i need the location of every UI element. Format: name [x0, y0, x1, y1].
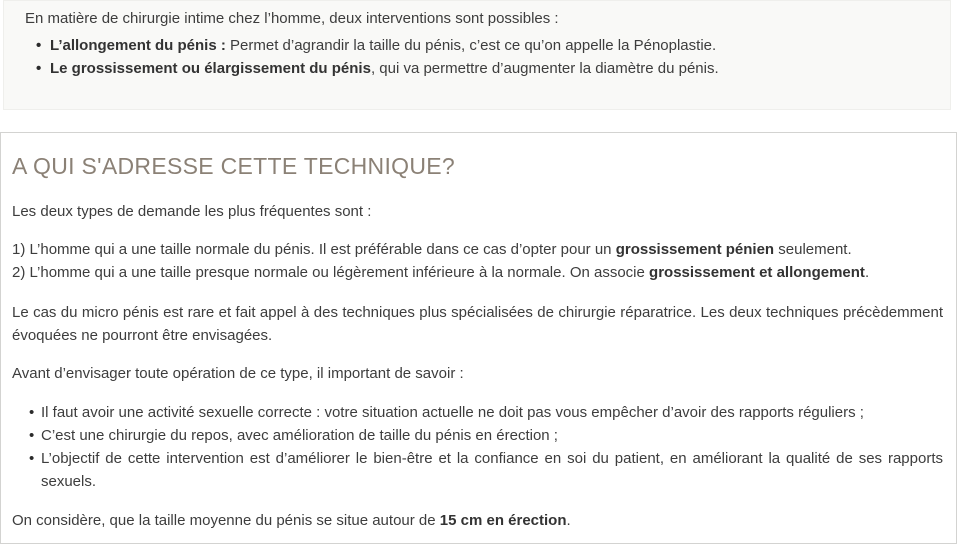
- case2-bold: grossissement et allongement: [649, 264, 865, 281]
- case2-end: .: [864, 264, 870, 281]
- section-heading: A QUI S'ADRESSE CETTE TECHNIQUE?: [12, 153, 455, 179]
- list-item-allongement: [50, 34, 930, 57]
- average-size-end: .: [566, 512, 571, 529]
- list-item-lead: L’allongement du pénis :: [50, 37, 226, 54]
- list-item-lead: Le grossissement ou élargissement du pénis: [50, 60, 371, 77]
- list-item-chirurgie-repos: • C’est une chirurgie du repos, avec amélioration de taille du pénis en érection ;: [41, 424, 943, 447]
- list-item-text: Permet d’agrandir la taille du pénis, c’est ce qu’on appelle la Pénoplastie.: [225, 37, 717, 54]
- case1-bold: grossissement pénien: [615, 241, 775, 258]
- list-item-activite: • Il faut avoir une activité sexuelle correcte : votre situation actuelle ne doit pas vous empêcher d’avoir des rapports réguliers ;: [41, 401, 943, 424]
- micro-penis-paragraph: Le cas du micro pénis est rare et fait appel à des techniques plus spécialisées de chirurgie réparatrice. Les deux techniques précèdemment évoquées ne pourront être envisagées.: [12, 304, 943, 344]
- conditions-list: [12, 401, 943, 493]
- case1-end: seulement.: [774, 241, 852, 258]
- case1-text: 1) L’homme qui a une taille normale du pénis. Il est préférable dans ce cas d’opter pour un: [12, 241, 616, 258]
- intro-paragraph: En matière de chirurgie intime chez l’homme, deux interventions sont possibles :: [25, 10, 559, 27]
- list-item-objectif: • L’objectif de cette intervention est d’améliorer le bien-être et la confiance en soi du patient, en améliorant la qualité de ses rapports sexuels.: [41, 447, 943, 493]
- list-item-text: , qui va permettre d’augmenter la diamètre du pénis.: [370, 60, 719, 77]
- technique-section-panel: [0, 132, 957, 544]
- average-size-text: On considère, que la taille moyenne du pénis se situe autour de: [12, 512, 440, 529]
- cases-paragraph: [12, 238, 943, 284]
- list-item-grossissement: [50, 57, 930, 80]
- average-size-bold: 15 cm en érection: [439, 512, 567, 529]
- intervention-list: [25, 34, 930, 80]
- case2-text: 2) L’homme qui a une taille presque normale ou légèrement inférieure à la normale. On associe: [12, 264, 650, 281]
- average-size-paragraph: [12, 509, 943, 532]
- intro-panel: [3, 0, 951, 110]
- before-surgery-paragraph: Avant d’envisager toute opération de ce type, il important de savoir :: [12, 365, 464, 382]
- demandes-intro-paragraph: Les deux types de demande les plus fréquentes sont :: [12, 203, 372, 220]
